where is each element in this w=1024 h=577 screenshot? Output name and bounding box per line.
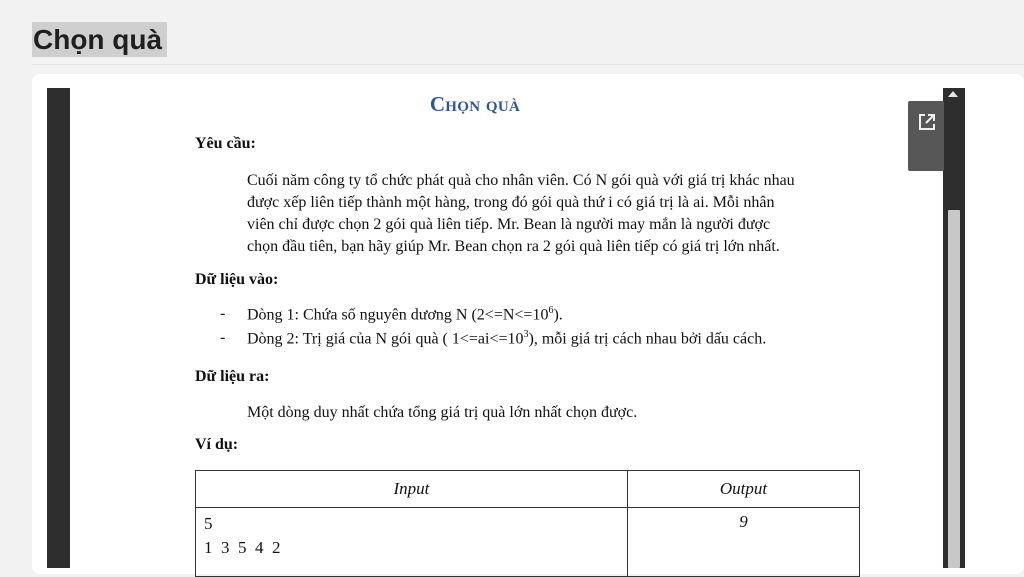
header-divider (32, 64, 1024, 65)
example-input-line: 1 3 5 4 2 (204, 538, 281, 557)
document-title: Chọn quà (429, 92, 521, 116)
bullet-marker: - (220, 329, 226, 346)
page-title: Chọn quà (32, 22, 167, 57)
example-output-cell: 9 (627, 508, 859, 577)
viewer-left-frame (47, 88, 70, 568)
example-heading: Ví dụ: (195, 436, 239, 453)
example-table (195, 470, 860, 577)
requirement-line: chọn đầu tiên, bạn hãy giúp Mr. Bean chọn ra 2 gói quà liên tiếp có giá trị lớn nhất. (247, 238, 780, 255)
viewer-scrollbar[interactable] (943, 88, 965, 568)
input-line-1-prefix: Dòng 1: Chứa số nguyên dương N (2<=N<=10 (247, 306, 549, 324)
input-line-2-sup: 3 (523, 329, 529, 340)
input-line-2-suffix: ), mỗi giá trị cách nhau bởi dấu cách. (528, 330, 767, 348)
bullet-marker: - (220, 305, 226, 322)
input-line-1 (247, 305, 563, 324)
example-input-line: 5 (204, 514, 213, 533)
output-heading: Dữ liệu ra: (195, 368, 270, 385)
input-line-1-suffix: ). (553, 306, 563, 324)
requirement-body (247, 170, 867, 258)
requirement-line: viên chỉ được chọn 2 gói quà liên tiếp. Mr. Bean là người may mắn là người được (247, 216, 771, 233)
requirement-line: được xếp liên tiếp thành một hàng, trong đó gói quà thứ i có giá trị là ai. Mỗi nhân (247, 194, 775, 211)
output-body: Một dòng duy nhất chứa tổng giá trị quà lớn nhất chọn được. (247, 404, 638, 421)
input-line-1-sup: 6 (548, 305, 554, 316)
example-input-cell (196, 508, 628, 577)
table-row (196, 508, 860, 577)
input-heading: Dữ liệu vào: (195, 271, 279, 288)
scrollbar-thumb[interactable] (948, 210, 960, 568)
example-column-output: Output (627, 471, 859, 508)
input-line-2-prefix: Dòng 2: Trị giá của N gói quà ( 1<=ai<=10 (247, 330, 524, 348)
requirement-heading: Yêu cầu: (195, 135, 256, 152)
requirement-line: Cuối năm công ty tổ chức phát quà cho nhân viên. Có N gói quà với giá trị khác nhau (247, 172, 795, 189)
input-line-2 (247, 329, 766, 348)
example-column-input: Input (196, 471, 628, 508)
